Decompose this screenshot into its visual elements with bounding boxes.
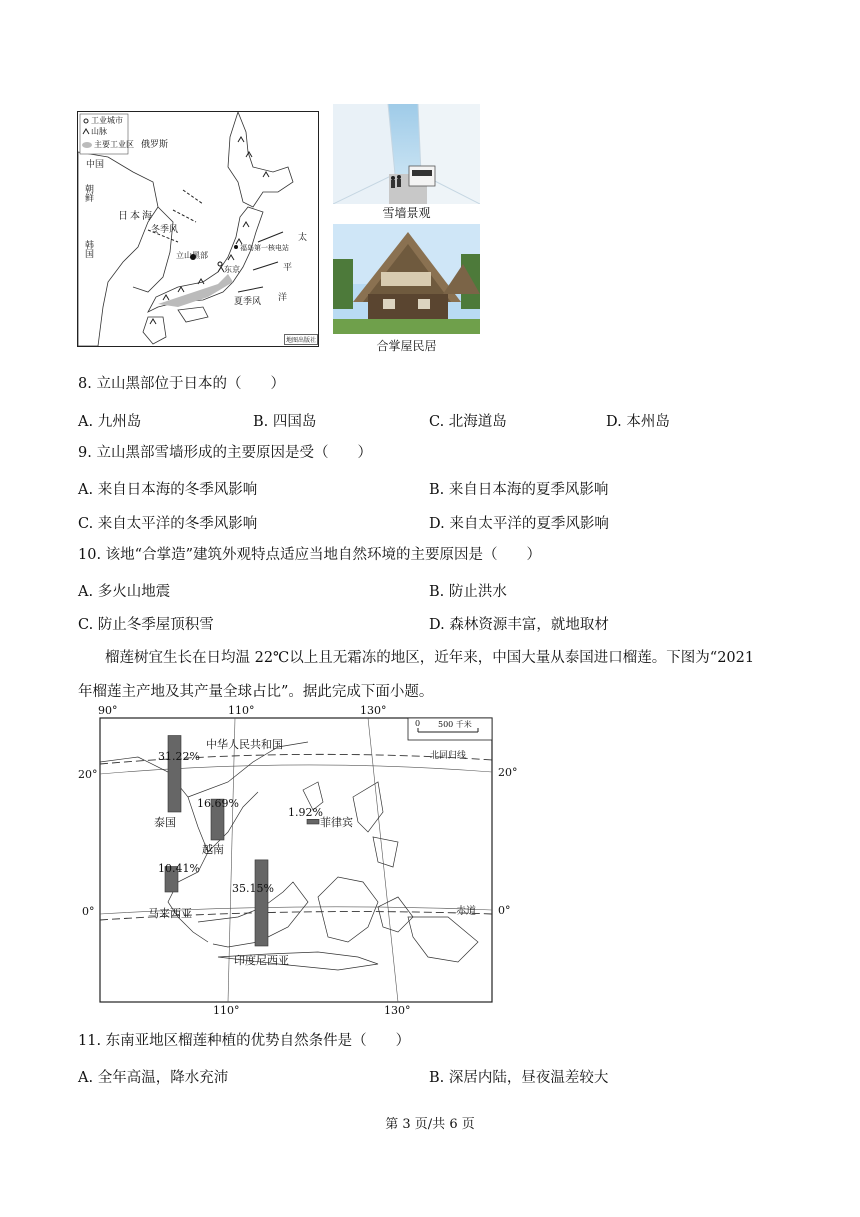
snow-wall-caption: 雪墙景观: [382, 206, 431, 220]
lon-90: 90°: [98, 704, 118, 717]
bar-label-indonesia-pct: 35.15%: [232, 882, 274, 895]
question-8-option-c[interactable]: C. 北海道岛: [429, 414, 507, 430]
question-10-option-c[interactable]: C. 防止冬季屋顶积雪: [78, 617, 214, 633]
country-malaysia: 马来西亚: [148, 907, 192, 920]
label-winter-monsoon: 冬季风: [151, 225, 179, 235]
legend-city: 工业城市: [91, 116, 123, 125]
question-9-option-a[interactable]: A. 来自日本海的冬季风影响: [78, 482, 258, 498]
bar-label-malaysia-pct: 10.41%: [158, 862, 200, 875]
japan-map: [77, 111, 319, 347]
lon-130-top: 130°: [360, 704, 387, 717]
question-11-option-b[interactable]: B. 深居内陆，昼夜温差较大: [429, 1070, 609, 1086]
lat-0-left: 0°: [82, 905, 95, 918]
label-dprk: 朝鲜: [83, 184, 93, 202]
lat-0-right: 0°: [498, 904, 511, 917]
bar-label-thailand-pct: 31.22%: [158, 750, 200, 763]
label-pacific-3: 洋: [278, 293, 288, 303]
intro-line-1: 榴莲树宜生长在日均温 22℃以上且无霜冻的地区，近年来，中国大量从泰国进口榴莲。下图为“2021: [105, 650, 755, 666]
question-9-option-c[interactable]: C. 来自太平洋的冬季风影响: [78, 516, 258, 532]
country-vietnam: 越南: [202, 843, 224, 856]
question-10-option-b[interactable]: B. 防止洪水: [429, 584, 507, 600]
bar-label-philippines-pct: 1.92%: [288, 806, 323, 819]
durian-map: [78, 702, 523, 1020]
gassho-image: [333, 224, 480, 334]
label-korea: 韩国: [83, 240, 93, 258]
question-8-option-b[interactable]: B. 四国岛: [253, 414, 317, 430]
legend-mountain: 山脉: [91, 127, 107, 136]
country-indonesia: 印度尼西亚: [234, 954, 289, 967]
label-tokyo: 东京: [224, 265, 240, 274]
legend-industrial: 主要工业区: [94, 140, 134, 149]
label-russia: 俄罗斯: [141, 140, 169, 150]
lon-110-top: 110°: [228, 704, 255, 717]
question-11-option-a[interactable]: A. 全年高温，降水充沛: [78, 1070, 229, 1086]
question-10-option-a[interactable]: A. 多火山地震: [78, 584, 171, 600]
map-stamp: 地图出版社: [284, 334, 318, 345]
country-philippines: 菲律宾: [320, 816, 353, 829]
lat-20-left: 20°: [78, 768, 98, 781]
question-9-stem: 9. 立山黑部雪墙形成的主要原因是受（ ）: [78, 445, 372, 461]
label-china: 中国: [86, 160, 105, 170]
question-8-option-a[interactable]: A. 九州岛: [78, 414, 142, 430]
question-10-stem: 10. 该地“合掌造”建筑外观特点适应当地自然环境的主要原因是（ ）: [78, 547, 541, 563]
page-footer: 第 3 页/共 6 页: [385, 1117, 475, 1132]
label-summer-monsoon: 夏季风: [234, 297, 262, 307]
label-sea-of-japan: 日本海: [118, 211, 154, 222]
country-thailand: 泰国: [154, 816, 176, 829]
question-9-option-b[interactable]: B. 来自日本海的夏季风影响: [429, 482, 609, 498]
lon-130-bottom: 130°: [384, 1004, 411, 1017]
label-pacific-1: 太: [298, 233, 308, 243]
snow-wall-photo: [333, 104, 480, 204]
label-equator: 赤道: [456, 906, 476, 917]
label-china-sea: 中华人民共和国: [206, 738, 283, 751]
label-tropic: 北回归线: [430, 751, 467, 761]
label-fukushima: 福岛第一核电站: [240, 244, 289, 252]
intro-line-2: 年榴莲主产地及其产量全球占比”。据此完成下面小题。: [78, 684, 434, 700]
question-11-stem: 11. 东南亚地区榴莲种植的优势自然条件是（ ）: [78, 1033, 411, 1049]
question-8-stem: 8. 立山黑部位于日本的（ ）: [78, 376, 285, 392]
bar-label-vietnam-pct: 16.69%: [197, 797, 239, 810]
lon-110-bottom: 110°: [213, 1004, 240, 1017]
question-9-option-d[interactable]: D. 来自太平洋的夏季风影响: [429, 516, 609, 532]
scale-zero: 0: [415, 719, 421, 728]
snow-wall-image: [333, 104, 480, 204]
scale-label: 500 千米: [438, 720, 472, 729]
bar-philippines: [307, 819, 319, 824]
question-10-option-d[interactable]: D. 森林资源丰富，就地取材: [429, 617, 609, 633]
bar-indonesia: [255, 860, 268, 946]
gassho-caption: 合掌屋民居: [376, 339, 437, 353]
label-tateyama: 立山黑部: [176, 251, 208, 260]
lat-20-right: 20°: [498, 766, 518, 779]
gassho-photo: [333, 224, 480, 334]
bar-thailand: [168, 736, 181, 812]
label-pacific-2: 平: [283, 263, 293, 273]
question-8-option-d[interactable]: D. 本州岛: [606, 414, 670, 430]
